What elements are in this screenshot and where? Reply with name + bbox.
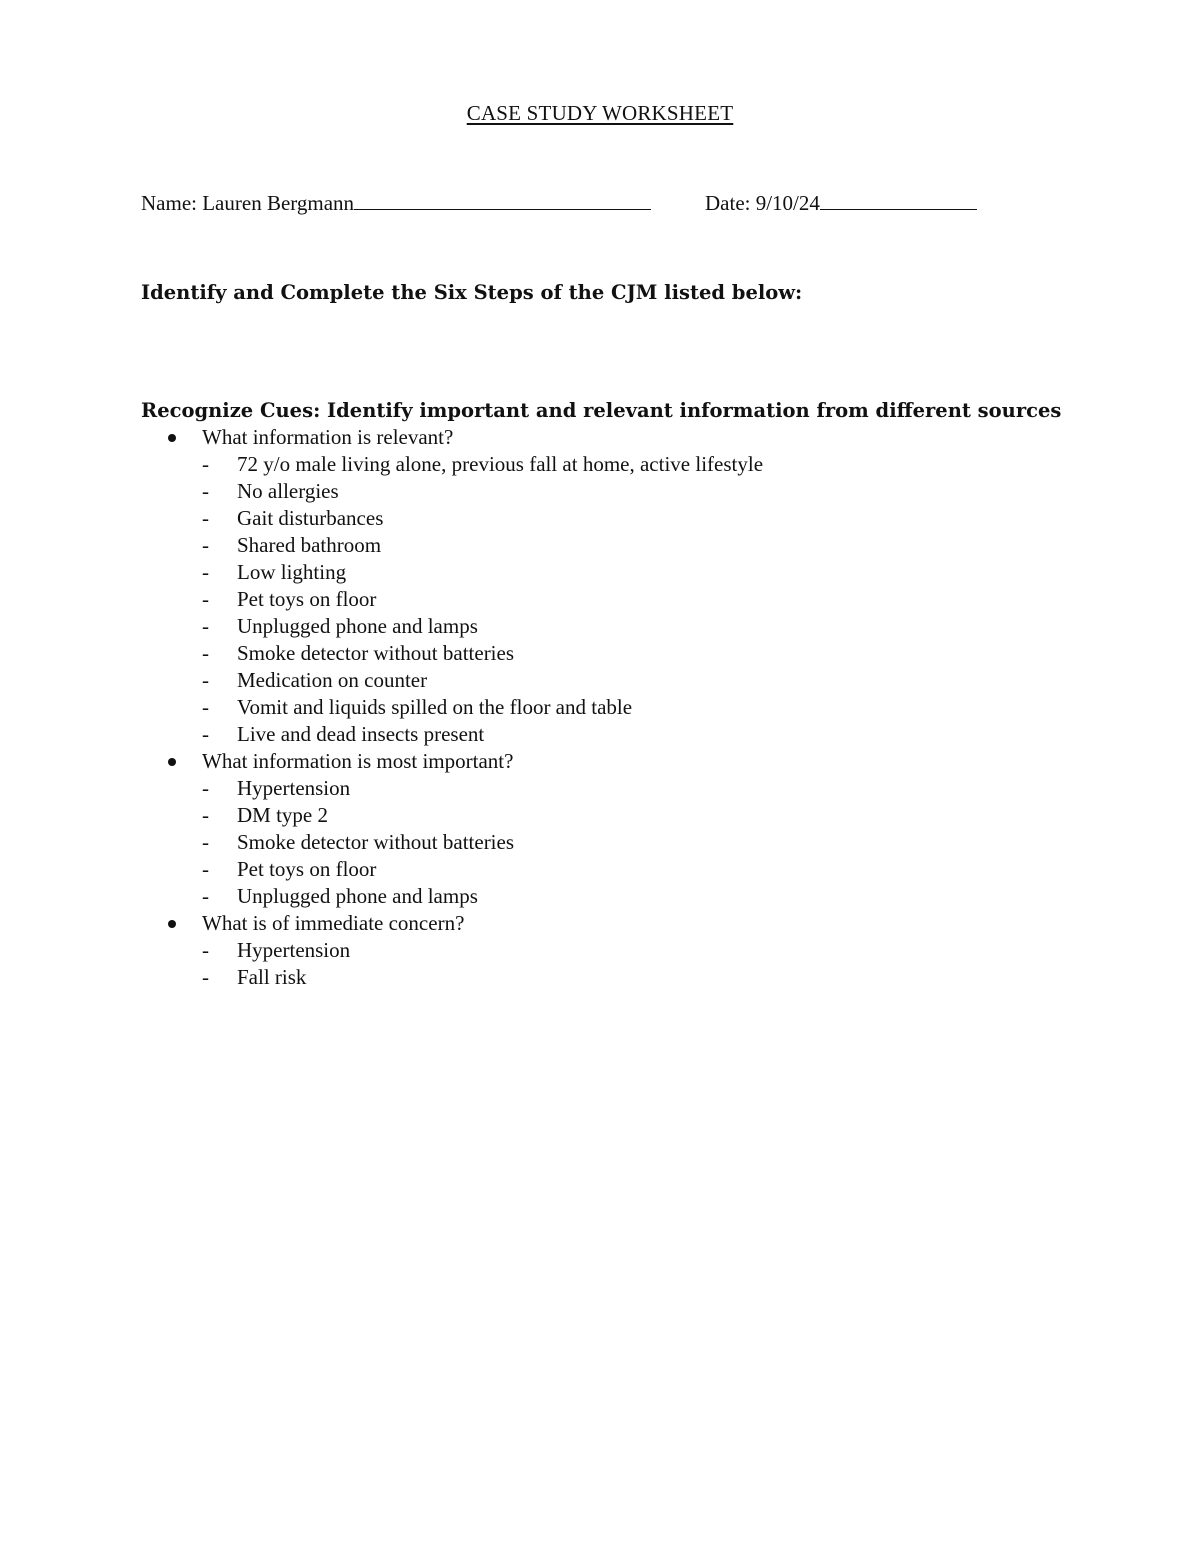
answer-item [141,478,1141,505]
answer-text: Medication on counter [237,668,428,692]
date-blank-line [820,191,977,210]
dash-icon: - [202,560,209,584]
bullet-icon [168,758,176,766]
answer-text: Pet toys on floor [237,857,377,881]
answer-text: Gait disturbances [237,506,384,530]
answer-item [141,721,1141,748]
answer-item [141,883,1141,910]
dash-icon: - [202,722,209,746]
answer-item [141,505,1141,532]
page-title: CASE STUDY WORKSHEET [466,101,734,125]
answer-text: Live and dead insects present [237,722,485,746]
question-text: What information is relevant? [202,425,454,449]
answer-text: DM type 2 [237,803,328,827]
dash-icon: - [202,884,209,908]
answer-text: Smoke detector without batteries [237,641,515,665]
answer-text: Hypertension [237,776,351,800]
answer-text: No allergies [237,479,339,503]
dash-icon: - [202,506,209,530]
section-heading: Recognize Cues: Identify important and relevant information from different sources [141,399,1062,422]
answer-text: Low lighting [237,560,347,584]
answer-item [141,775,1141,802]
dash-icon: - [202,776,209,800]
answer-item [141,640,1141,667]
question-item [141,748,1141,775]
name-label: Name: Lauren Bergmann [141,191,355,215]
answer-item [141,451,1141,478]
answer-item [141,694,1141,721]
bullet-icon [168,434,176,442]
question-text: What information is most important? [202,749,514,773]
dash-icon: - [202,857,209,881]
answer-item [141,559,1141,586]
answer-item [141,856,1141,883]
answer-item [141,667,1141,694]
answer-text: Shared bathroom [237,533,382,557]
answer-item [141,802,1141,829]
answer-text: Vomit and liquids spilled on the floor and table [237,695,633,719]
dash-icon: - [202,587,209,611]
dash-icon: - [202,614,209,638]
answer-text: 72 y/o male living alone, previous fall at home, active lifestyle [237,452,764,476]
dash-icon: - [202,965,209,989]
answer-text: Smoke detector without batteries [237,830,515,854]
recognize-cues-section [141,397,1141,991]
question-item [141,910,1141,937]
dash-icon: - [202,830,209,854]
dash-icon: - [202,668,209,692]
dash-icon: - [202,452,209,476]
question-text: What is of immediate concern? [202,911,465,935]
dash-icon: - [202,938,209,962]
bullet-icon [168,920,176,928]
dash-icon: - [202,479,209,503]
dash-icon: - [202,533,209,557]
date-field [705,191,977,216]
answer-text: Pet toys on floor [237,587,377,611]
question-item [141,424,1141,451]
answer-text: Fall risk [237,965,307,989]
dash-icon: - [202,641,209,665]
answer-text: Hypertension [237,938,351,962]
answer-item [141,586,1141,613]
name-blank-line [354,191,651,210]
answer-item [141,532,1141,559]
answer-text: Unplugged phone and lamps [237,614,478,638]
answer-item [141,937,1141,964]
answer-item [141,829,1141,856]
answer-text: Unplugged phone and lamps [237,884,478,908]
answer-item [141,964,1141,991]
dash-icon: - [202,803,209,827]
dash-icon: - [202,695,209,719]
instructions-heading: Identify and Complete the Six Steps of the CJM listed below: [141,281,803,304]
name-field [141,191,651,216]
date-label: Date: 9/10/24 [705,191,820,215]
answer-item [141,613,1141,640]
